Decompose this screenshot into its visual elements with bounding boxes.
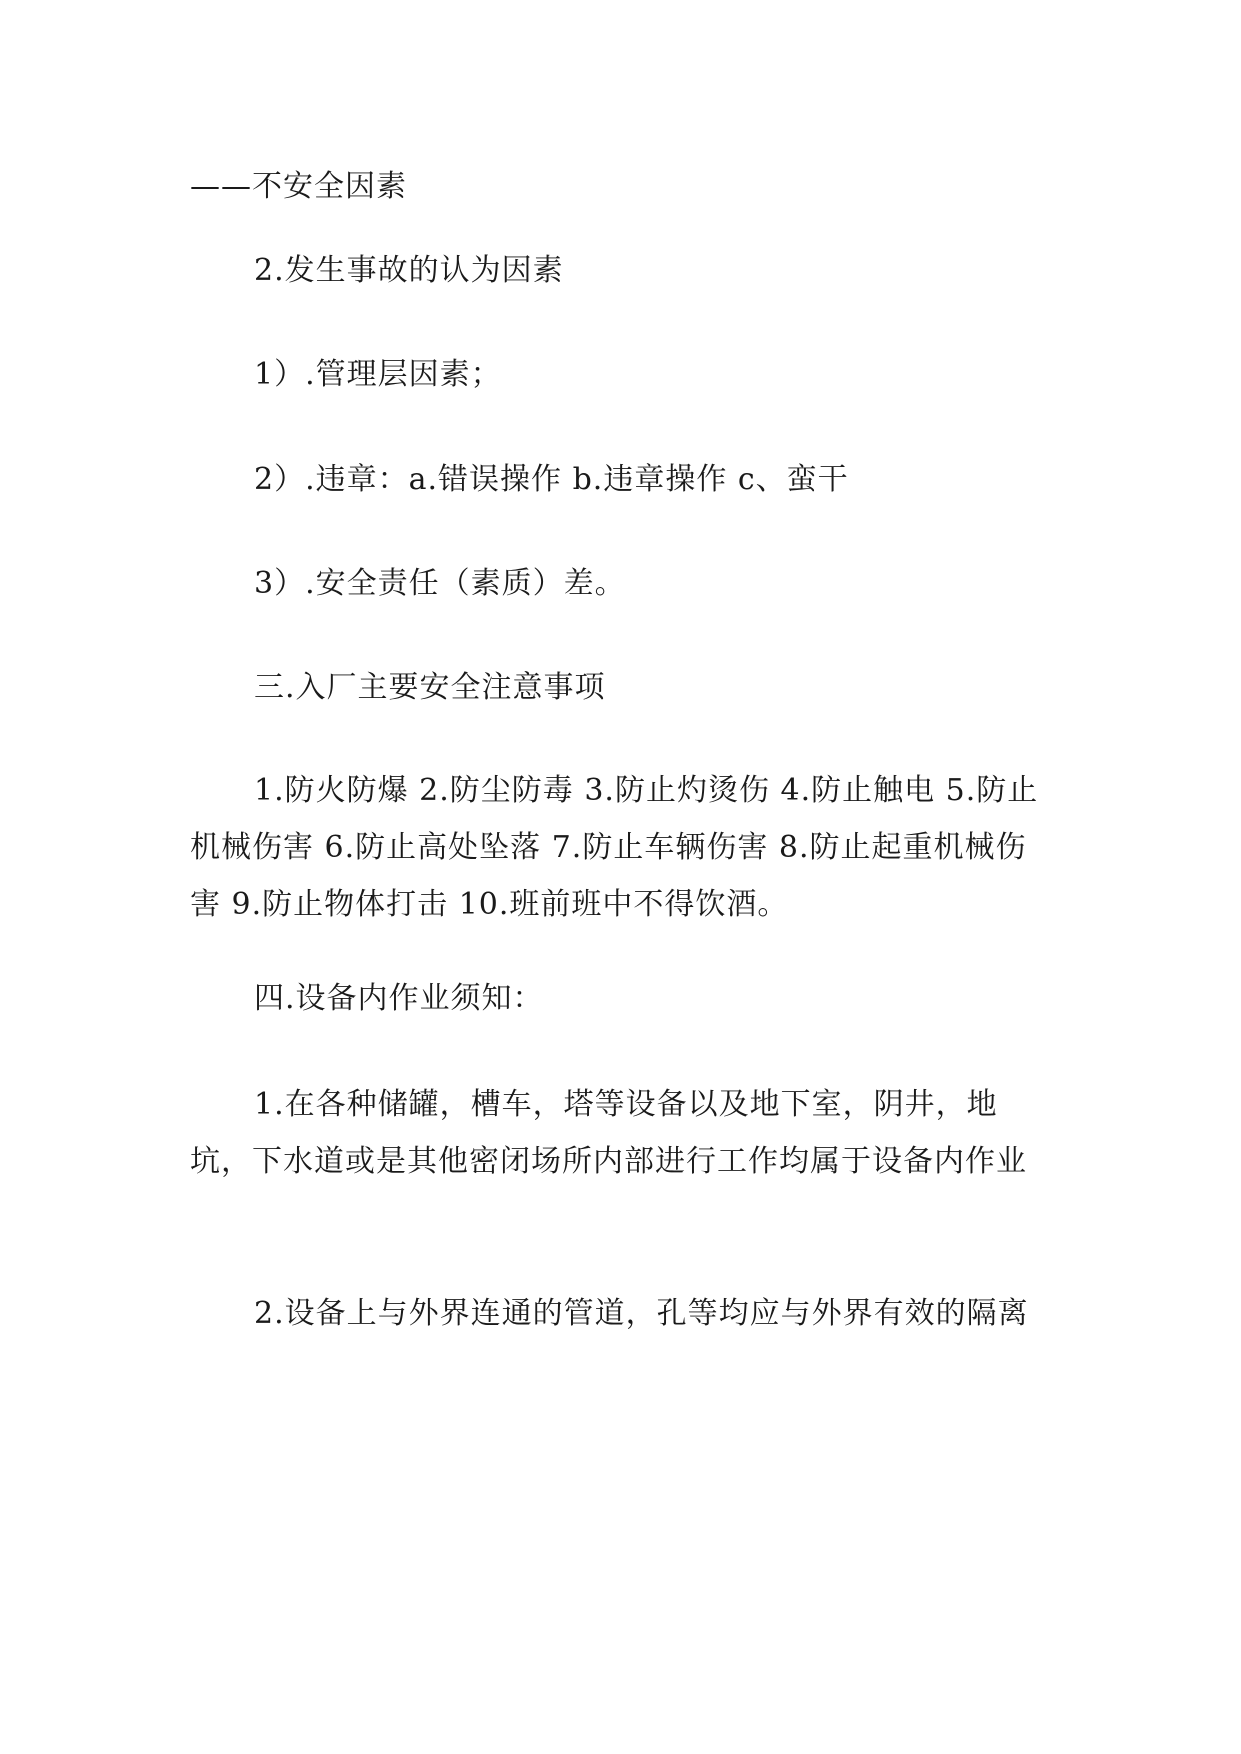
paragraph-management-factors: 1）.管理层因素； <box>254 357 502 392</box>
paragraph-safety-precautions-list: 1.防火防爆 2.防尘防毒 3.防止灼烫伤 4.防止触电 5.防止机械伤害 6.防止高处坠落 7.防止车辆伤害 8.防止起重机械伤害 9.防止物体打击 10.班前班中不得饮酒。 <box>190 773 1039 922</box>
section-heading-safety-precautions: 三.入厂主要安全注意事项 <box>254 670 606 705</box>
paragraph-unsafe-factors: ——不安全因素 <box>190 169 407 204</box>
paragraph-accident-human-factors: 2.发生事故的认为因素 <box>254 253 564 288</box>
paragraph-violations: 2）.违章：a.错误操作 b.违章操作 c、蛮干 <box>254 462 849 497</box>
paragraph-in-equipment-work-definition: 1.在各种储罐，槽车，塔等设备以及地下室，阴井，地坑，下水道或是其他密闭场所内部进行工作均属于设备内作业 <box>190 1087 1027 1179</box>
section-heading-in-equipment-work: 四.设备内作业须知： <box>254 981 544 1016</box>
paragraph-safety-responsibility: 3）.安全责任（素质）差。 <box>254 566 626 601</box>
paragraph-isolation-requirement: 2.设备上与外界连通的管道，孔等均应与外界有效的隔离 <box>254 1296 1029 1331</box>
